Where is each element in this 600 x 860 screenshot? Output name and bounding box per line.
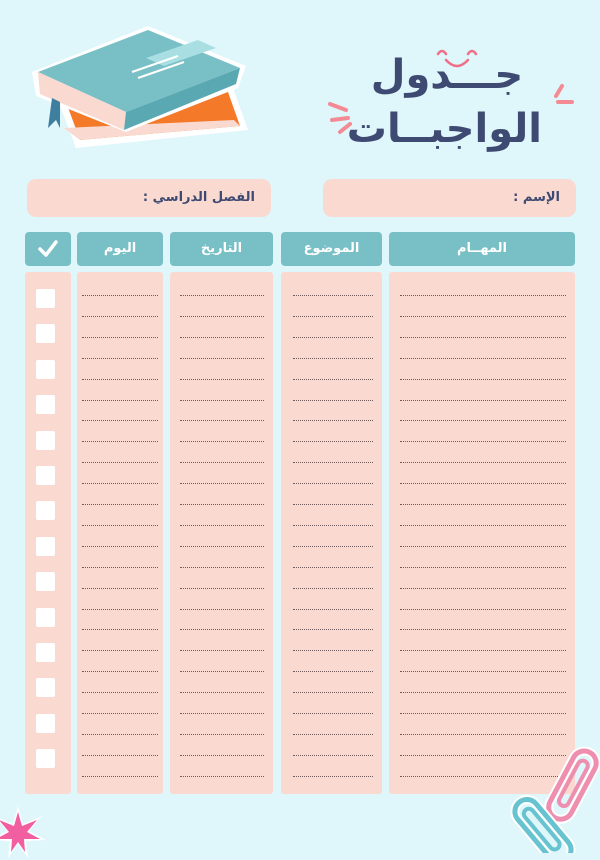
check-mark-icon: [37, 238, 59, 260]
subject-line[interactable]: [293, 588, 373, 589]
header-date: التاريخ: [170, 232, 273, 266]
day-line[interactable]: [82, 671, 158, 672]
sparkle-icon: [540, 82, 576, 116]
subject-line[interactable]: [293, 441, 373, 442]
day-line[interactable]: [82, 400, 158, 401]
row-checkbox[interactable]: [36, 395, 55, 414]
day-line[interactable]: [82, 776, 158, 777]
task-line[interactable]: [400, 337, 566, 338]
date-line[interactable]: [180, 671, 264, 672]
day-line[interactable]: [82, 295, 158, 296]
page-title-line2: الواجبــات: [346, 106, 542, 152]
row-checkbox[interactable]: [36, 608, 55, 627]
subject-line[interactable]: [293, 734, 373, 735]
task-line[interactable]: [400, 358, 566, 359]
date-line[interactable]: [180, 755, 264, 756]
task-line[interactable]: [400, 588, 566, 589]
task-line[interactable]: [400, 567, 566, 568]
date-line[interactable]: [180, 713, 264, 714]
date-line[interactable]: [180, 546, 264, 547]
day-line[interactable]: [82, 358, 158, 359]
task-line[interactable]: [400, 525, 566, 526]
row-checkbox[interactable]: [36, 289, 55, 308]
day-line[interactable]: [82, 504, 158, 505]
row-checkbox[interactable]: [36, 431, 55, 450]
day-line[interactable]: [82, 441, 158, 442]
date-line[interactable]: [180, 734, 264, 735]
subject-line[interactable]: [293, 379, 373, 380]
date-line[interactable]: [180, 316, 264, 317]
task-line[interactable]: [400, 295, 566, 296]
date-line[interactable]: [180, 609, 264, 610]
day-line[interactable]: [82, 546, 158, 547]
day-line[interactable]: [82, 379, 158, 380]
date-line[interactable]: [180, 692, 264, 693]
day-line[interactable]: [82, 337, 158, 338]
row-checkbox[interactable]: [36, 678, 55, 697]
day-line[interactable]: [82, 650, 158, 651]
books-icon: [28, 22, 260, 162]
date-line[interactable]: [180, 483, 264, 484]
task-line[interactable]: [400, 692, 566, 693]
day-column: [77, 272, 163, 794]
day-line[interactable]: [82, 420, 158, 421]
subject-line[interactable]: [293, 650, 373, 651]
day-line[interactable]: [82, 734, 158, 735]
subject-line[interactable]: [293, 755, 373, 756]
task-line[interactable]: [400, 629, 566, 630]
row-checkbox[interactable]: [36, 466, 55, 485]
day-line[interactable]: [82, 316, 158, 317]
day-line[interactable]: [82, 462, 158, 463]
tasks-column: [389, 272, 575, 794]
date-line[interactable]: [180, 441, 264, 442]
date-line[interactable]: [180, 462, 264, 463]
subject-column: [281, 272, 382, 794]
day-line[interactable]: [82, 567, 158, 568]
task-line[interactable]: [400, 546, 566, 547]
subject-line[interactable]: [293, 713, 373, 714]
date-line[interactable]: [180, 337, 264, 338]
task-line[interactable]: [400, 379, 566, 380]
day-line[interactable]: [82, 588, 158, 589]
subject-line[interactable]: [293, 358, 373, 359]
task-line[interactable]: [400, 713, 566, 714]
day-line[interactable]: [82, 713, 158, 714]
subject-line[interactable]: [293, 525, 373, 526]
task-line[interactable]: [400, 609, 566, 610]
task-line[interactable]: [400, 316, 566, 317]
row-checkbox[interactable]: [36, 537, 55, 556]
header-day: اليوم: [77, 232, 163, 266]
date-line[interactable]: [180, 400, 264, 401]
row-checkbox[interactable]: [36, 501, 55, 520]
class-field[interactable]: الفصل الدراسي :: [27, 179, 271, 217]
subject-line[interactable]: [293, 295, 373, 296]
header-check: [25, 232, 71, 266]
day-line[interactable]: [82, 755, 158, 756]
task-line[interactable]: [400, 650, 566, 651]
row-checkbox[interactable]: [36, 324, 55, 343]
date-line[interactable]: [180, 650, 264, 651]
subject-line[interactable]: [293, 420, 373, 421]
task-line[interactable]: [400, 441, 566, 442]
row-checkbox[interactable]: [36, 749, 55, 768]
paperclip-icon: [500, 744, 600, 853]
subject-line[interactable]: [293, 462, 373, 463]
date-column: [170, 272, 273, 794]
row-checkbox[interactable]: [36, 714, 55, 733]
day-line[interactable]: [82, 692, 158, 693]
task-line[interactable]: [400, 734, 566, 735]
row-checkbox[interactable]: [36, 643, 55, 662]
task-line[interactable]: [400, 671, 566, 672]
subject-line[interactable]: [293, 504, 373, 505]
day-line[interactable]: [82, 483, 158, 484]
subject-line[interactable]: [293, 692, 373, 693]
page-title-line1: جـــدول: [370, 52, 524, 98]
subject-line[interactable]: [293, 776, 373, 777]
subject-line[interactable]: [293, 337, 373, 338]
date-line[interactable]: [180, 504, 264, 505]
task-line[interactable]: [400, 400, 566, 401]
row-checkbox[interactable]: [36, 360, 55, 379]
date-line[interactable]: [180, 379, 264, 380]
day-line[interactable]: [82, 629, 158, 630]
date-line[interactable]: [180, 295, 264, 296]
student-name-field[interactable]: الإسم :: [323, 179, 576, 217]
subject-line[interactable]: [293, 400, 373, 401]
subject-line[interactable]: [293, 483, 373, 484]
date-line[interactable]: [180, 420, 264, 421]
star-burst-icon: [0, 804, 48, 860]
header-subject: الموضوع: [281, 232, 382, 266]
day-line[interactable]: [82, 609, 158, 610]
date-line[interactable]: [180, 588, 264, 589]
date-line[interactable]: [180, 567, 264, 568]
day-line[interactable]: [82, 525, 158, 526]
date-line[interactable]: [180, 358, 264, 359]
subject-line[interactable]: [293, 609, 373, 610]
subject-line[interactable]: [293, 671, 373, 672]
task-line[interactable]: [400, 462, 566, 463]
subject-line[interactable]: [293, 546, 373, 547]
subject-line[interactable]: [293, 629, 373, 630]
subject-line[interactable]: [293, 567, 373, 568]
task-line[interactable]: [400, 420, 566, 421]
subject-line[interactable]: [293, 316, 373, 317]
header-tasks: المهــام: [389, 232, 575, 266]
date-line[interactable]: [180, 629, 264, 630]
task-line[interactable]: [400, 504, 566, 505]
date-line[interactable]: [180, 776, 264, 777]
task-line[interactable]: [400, 483, 566, 484]
date-line[interactable]: [180, 525, 264, 526]
row-checkbox[interactable]: [36, 572, 55, 591]
